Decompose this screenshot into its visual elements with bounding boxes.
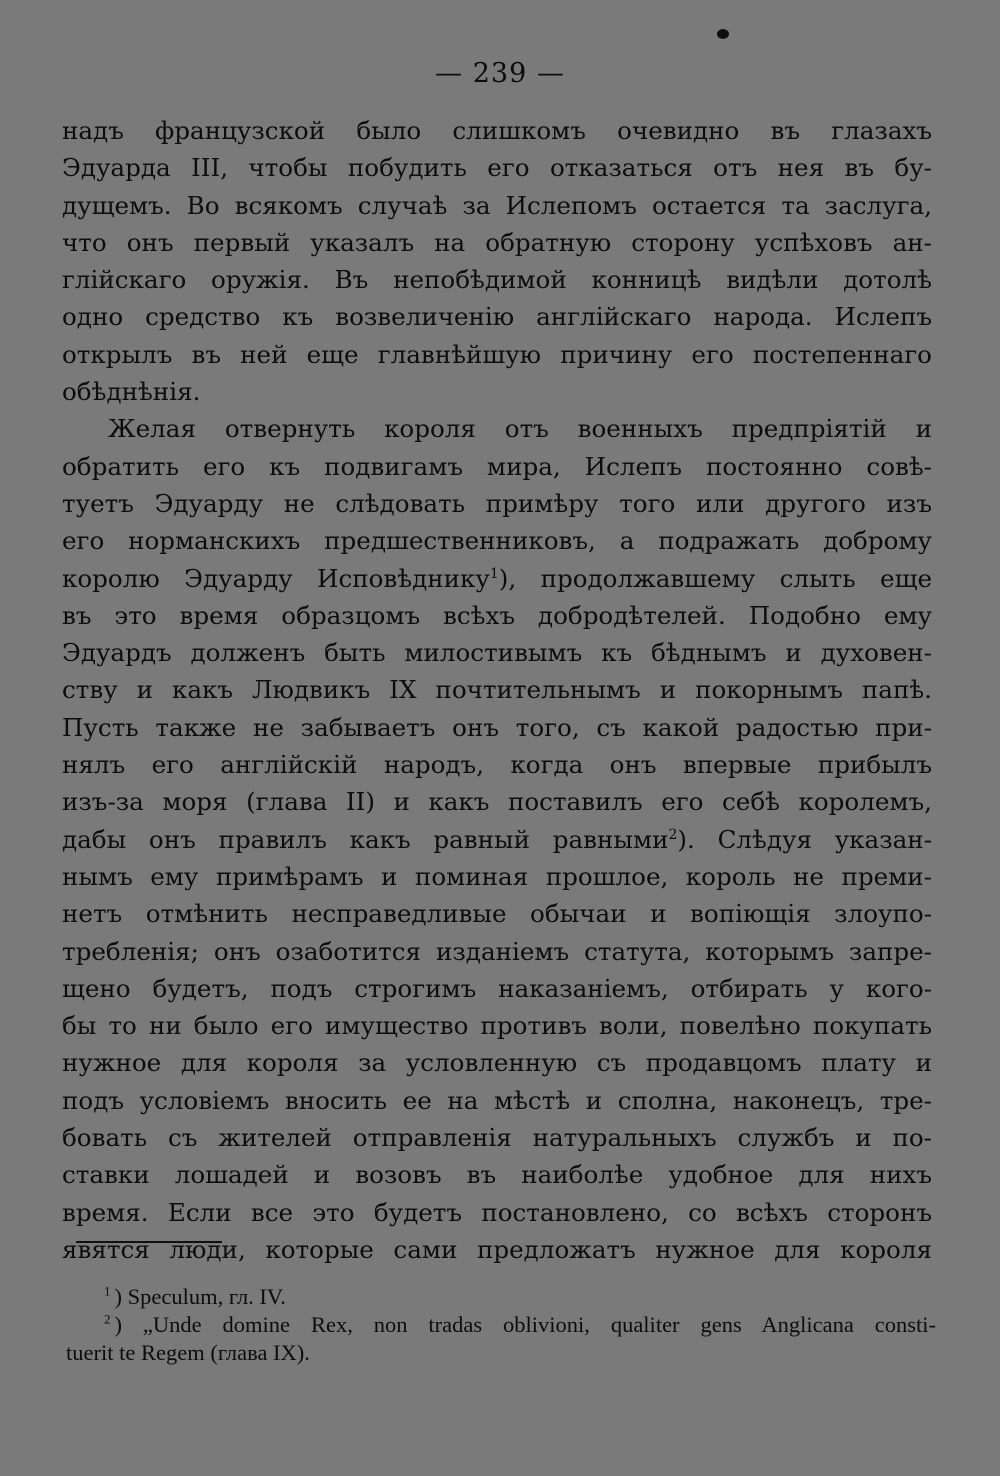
footnote-reference: 1 xyxy=(489,565,499,582)
text-line xyxy=(62,970,932,1007)
line-text: въ это время образцомъ всѣхъ добродѣтелей. Подобно ему xyxy=(62,600,932,630)
line-text: Желая отвернуть короля отъ военныхъ предпріятій и xyxy=(108,414,932,444)
text-line xyxy=(62,671,932,708)
line-text-continued: ), продолжавшему слыть еще xyxy=(498,563,932,593)
line-text: дабы онъ правилъ какъ равный равными xyxy=(62,824,669,854)
text-line xyxy=(62,1156,932,1193)
text-line xyxy=(62,1044,932,1081)
text-line xyxy=(62,858,932,895)
footnote-number: 1 xyxy=(104,1283,111,1299)
line-text: его норманскихъ предшественниковъ, а подражать доброму xyxy=(62,526,932,556)
line-text: что онъ первый указалъ на обратную сторону успѣховъ ан- xyxy=(62,227,932,257)
line-text: обѣднѣнія. xyxy=(62,377,201,407)
text-line xyxy=(62,1194,932,1231)
footnote xyxy=(76,1311,936,1339)
line-text: туетъ Эдуарду не слѣдовать примѣру того или другого изъ xyxy=(62,488,932,518)
footnote-number: 2 xyxy=(104,1311,111,1327)
footnotes xyxy=(66,1283,936,1367)
text-line xyxy=(62,1007,932,1044)
text-line xyxy=(62,746,932,783)
text-line xyxy=(62,112,932,149)
line-text: нялъ его англійскій народъ, когда онъ впервые прибылъ xyxy=(62,750,932,780)
line-text: ству и какъ Людвикъ IX почтительнымъ и покорнымъ папѣ. xyxy=(62,675,932,705)
footnote-marker xyxy=(76,1312,115,1337)
text-line xyxy=(62,448,932,485)
line-text: нымъ ему примѣрамъ и поминая прошлое, король не преми- xyxy=(62,861,932,891)
line-text: ставки лошадей и возовъ въ наиболѣе удобное для нихъ xyxy=(62,1160,932,1190)
line-text: требленія; онъ озаботится изданіемъ статута, которымъ запре- xyxy=(62,936,932,966)
body-text xyxy=(62,112,932,1268)
footnote-text: ) „Unde domine Rex, non tradas oblivioni, qualiter gens Anglicana consti- xyxy=(114,1312,936,1337)
line-text: изъ-за моря (глава II) и какъ поставилъ его себѣ королемъ, xyxy=(62,787,932,817)
footnote-reference: 2 xyxy=(668,826,678,843)
text-line xyxy=(62,1231,932,1268)
text-line xyxy=(62,560,932,597)
line-text: явятся люди, которые сами предложатъ нужное для короля xyxy=(62,1234,932,1264)
line-text: время. Если все это будетъ постановлено, со всѣхъ сторонъ xyxy=(62,1197,932,1227)
line-text: дущемъ. Во всякомъ случаѣ за Ислепомъ остается та заслуга, xyxy=(62,190,932,220)
ink-spot xyxy=(717,29,729,39)
text-line xyxy=(62,783,932,820)
text-line xyxy=(62,187,932,224)
text-line xyxy=(62,1119,932,1156)
line-text: Пусть также не забываетъ онъ того, съ какой радостью при- xyxy=(62,712,932,742)
line-text: подъ условіемъ вносить ее на мѣстѣ и сполна, наконецъ, тре- xyxy=(62,1085,932,1115)
text-line xyxy=(62,149,932,186)
footnote-separator xyxy=(76,1241,222,1243)
text-line xyxy=(62,597,932,634)
line-text: Эдуарда III, чтобы побудить его отказаться отъ нея въ бу- xyxy=(62,153,932,183)
line-text: глійскаго оружія. Въ непобѣдимой конницѣ видѣли дотолѣ xyxy=(62,265,932,295)
footnote-text: tuerit te Regem (глава IX). xyxy=(66,1340,310,1365)
line-text: обратить его къ подвигамъ мира, Ислепъ постоянно совѣ- xyxy=(62,451,932,481)
line-text: бовать съ жителей отправленія натуральныхъ службъ и по- xyxy=(62,1123,932,1153)
text-line xyxy=(62,298,932,335)
line-text: бы то ни было его имущество противъ воли, повелѣно покупать xyxy=(62,1011,932,1041)
line-text: щено будетъ, подъ строгимъ наказаніемъ, отбирать у кого- xyxy=(62,973,932,1003)
footnote xyxy=(66,1339,936,1367)
text-line xyxy=(62,410,932,447)
text-line xyxy=(62,1082,932,1119)
line-text: королю Эдуарду Исповѣднику xyxy=(62,563,490,593)
text-line xyxy=(62,373,932,410)
text-line xyxy=(62,709,932,746)
footnote-text: ) Speculum, гл. IV. xyxy=(114,1284,286,1309)
line-text: Эдуардъ долженъ быть милостивымъ къ бѣднымъ и духовен- xyxy=(62,638,932,668)
footnote xyxy=(76,1283,936,1311)
text-line xyxy=(62,933,932,970)
text-line xyxy=(62,634,932,671)
line-text-continued: ). Слѣдуя указан- xyxy=(677,824,932,854)
line-text: нетъ отмѣнить несправедливые обычаи и вопіющія злоупо- xyxy=(62,899,932,929)
text-line xyxy=(62,522,932,559)
text-line xyxy=(62,821,932,858)
text-line xyxy=(62,261,932,298)
page-number: — 239 — xyxy=(435,58,565,89)
line-text: нужное для короля за условленную съ продавцомъ плату и xyxy=(62,1048,932,1078)
text-line xyxy=(62,224,932,261)
text-line xyxy=(62,336,932,373)
line-text: надъ французской было слишкомъ очевидно въ глазахъ xyxy=(62,116,932,145)
text-line xyxy=(62,895,932,932)
line-text: одно средство къ возвеличенію англійскаго народа. Ислепъ xyxy=(62,302,932,332)
text-line xyxy=(62,485,932,522)
line-text: открылъ въ ней еще главнѣйшую причину его постепеннаго xyxy=(62,339,932,369)
footnote-marker xyxy=(76,1284,115,1309)
